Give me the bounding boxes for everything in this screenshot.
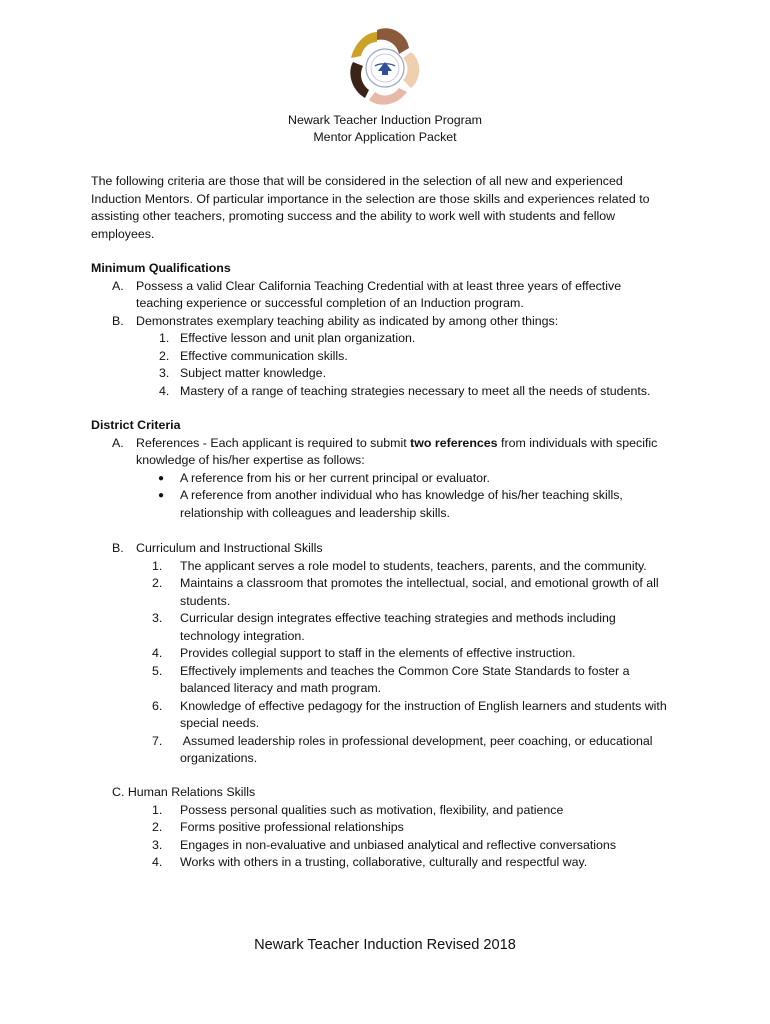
list-item: A. Possess a valid Clear California Teaching Credential with at least three years of effective xyxy=(112,278,622,293)
list-item: 4. Provides collegial support to staff in the elements of effective instruction. xyxy=(152,646,576,660)
district-criteria-section: District Criteria A. References - Each applicant is required to submit two references from individuals with specific knowledge of his/her expertise as follows: ● A reference from his or her current principal or evaluator. ● A reference from another individual who has knowledge of his/her teaching skills, relationship with colleagues and leadership skills. xyxy=(91,417,691,522)
list-item: 5. Effectively implements and teaches the Common Core State Standards to foster a xyxy=(152,663,630,678)
program-title: Newark Teacher Induction Program xyxy=(288,113,482,127)
page-footer: Newark Teacher Induction Revised 2018 xyxy=(254,937,516,953)
curriculum-section: B. Curriculum and Instructional Skills 1. The applicant serves a role model to students, teachers, parents, and the community. 2. Maintains a classroom that promotes the intellectual, social, and emotional growth of all students. 3. Curricular design integrates effective teaching strategies and methods including technology integration. 4. Provides collegial support to staff in the elements of effective instruction. 5. Effectively implements and teaches the Common Core State Standards to foster a balanced literacy and math program. 6. Knowledge of effective pedagogy for the instruction of English learners and students with special needs. 7. Assumed leadership roles in professional development, peer coaching, or educational organizations. xyxy=(91,540,691,768)
list-item: 3. Subject matter knowledge. xyxy=(159,366,327,380)
section-heading: Minimum Qualifications xyxy=(91,261,231,275)
list-item: 2. Forms positive professional relationships xyxy=(152,820,404,834)
list-item: A. References - Each applicant is required to submit two references from individuals with specific xyxy=(112,435,658,450)
list-item: 4. Works with others in a trusting, collaborative, culturally and respectful way. xyxy=(152,855,588,869)
list-item: 3. Engages in non-evaluative and unbiased analytical and reflective conversations xyxy=(152,837,617,852)
list-item: B. Curriculum and Instructional Skills xyxy=(112,541,323,555)
list-item: 2. Effective communication skills. xyxy=(159,348,348,363)
list-item: ● A reference from another individual who has knowledge of his/her teaching skills, xyxy=(158,488,623,502)
hands-circle-seal-icon xyxy=(342,26,428,108)
human-relations-section: C. Human Relations Skills 1. Possess personal qualities such as motivation, flexibility, and patience 2. Forms positive professional relationships 3. Engages in non-evaluative and unbiased analytical and reflective conversations 4. Works with others in a trusting, collaborative, culturally and respectful way. xyxy=(91,784,691,872)
list-item: 4. Mastery of a range of teaching strategies necessary to meet all the needs of students. xyxy=(159,383,651,398)
section-heading: District Criteria xyxy=(91,418,181,432)
packet-title: Mentor Application Packet xyxy=(313,130,457,144)
list-item: 1. The applicant serves a role model to students, teachers, parents, and the community. xyxy=(152,558,647,573)
list-item: 1. Effective lesson and unit plan organization. xyxy=(159,331,416,345)
list-item: 6. Knowledge of effective pedagogy for the instruction of English learners and students with xyxy=(152,698,667,713)
list-item: 1. Possess personal qualities such as motivation, flexibility, and patience xyxy=(152,802,564,817)
intro-paragraph: The following criteria are those that will be considered in the selection of all new and experienced Induction Mentors. Of particular importance in the selection are those skills and experiences related to assisting other teachers, promoting success and the ability to work well with students and fellow employees. xyxy=(91,174,650,241)
list-item: 2. Maintains a classroom that promotes the intellectual, social, and emotional growth of all xyxy=(152,576,659,590)
list-item: 3. Curricular design integrates effective teaching strategies and methods including xyxy=(152,611,616,625)
list-item: ● A reference from his or her current principal or evaluator. xyxy=(158,470,490,485)
list-item: 7. Assumed leadership roles in professional development, peer coaching, or educational xyxy=(152,733,653,748)
list-item: B. Demonstrates exemplary teaching ability as indicated by among other things: xyxy=(112,313,559,328)
minimum-qualifications-section: Minimum Qualifications A. Possess a valid Clear California Teaching Credential with at least three years of effective teaching experience or successful completion of an Induction program. B. Demonstrates exemplary teaching ability as indicated by among other things: 1. Effective lesson and unit plan organization. 2. Effective communication skills. 3. Subject matter knowledge. 4. Mastery of a range of teaching strategies necessary to meet all the needs of students. xyxy=(91,260,691,400)
